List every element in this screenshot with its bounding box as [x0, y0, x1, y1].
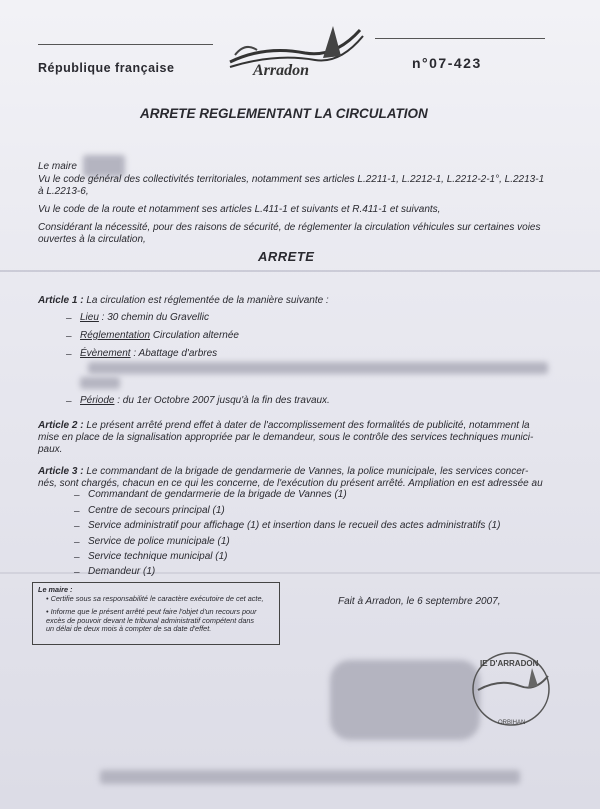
- redacted-line: [88, 362, 548, 374]
- article-2-line3: paux.: [38, 444, 63, 455]
- recipient-item: Demandeur (1): [88, 566, 156, 577]
- reglementation-label: Réglementation: [80, 330, 151, 341]
- list-dash: –: [66, 331, 72, 342]
- article-3-line2: nés, sont chargés, chacun en ce qui les concerne, de l'exécution du présent arrêté. Ampliation en est adressée au: [38, 478, 543, 489]
- notice-item-2: • Informe que le présent arrêté peut faire l'objet d'un recours pour: [46, 607, 257, 617]
- list-dash: –: [74, 567, 80, 578]
- fait-a-arradon: Fait à Arradon, le 6 septembre 2007,: [338, 596, 501, 607]
- periode-item: [80, 394, 330, 407]
- reglementation-value: Circulation alternée: [150, 330, 239, 341]
- lieu-value: : 30 chemin du Gravellic: [98, 312, 209, 323]
- article-1-text: La circulation est réglementée de la manière suivante :: [83, 295, 329, 306]
- list-dash: –: [74, 506, 80, 517]
- republique-francaise: République française: [38, 61, 175, 75]
- article-3-label: Article 3 :: [38, 466, 84, 477]
- periode-label: Période: [80, 395, 115, 406]
- recipient-item: Service de police municipale (1): [88, 536, 230, 547]
- considerant: Considérant la nécessité, pour des raisons de sécurité, de réglementer la circulation véhicules sur certaines voies: [38, 222, 541, 233]
- article-2-label: Article 2 :: [38, 420, 84, 431]
- stamp-bottom-text: ORBIHAN: [498, 720, 526, 726]
- list-dash: –: [74, 490, 80, 501]
- vu-code-route: Vu le code de la route et notamment ses articles L.411-1 et suivants et R.411-1 et suivants,: [38, 204, 441, 215]
- evenement-value: : Abattage d'arbres: [130, 348, 218, 359]
- notice-item-1-text: Certifie sous sa responsabilité le caractère exécutoire de cet acte,: [50, 593, 264, 603]
- notice-title: Le maire :: [38, 585, 73, 594]
- redacted-signature: [330, 660, 480, 740]
- vu-cgct: Vu le code général des collectivités territoriales, notamment ses articles L.2211-1, L.2212-1, L.2212-2-1°, L.2213-1: [38, 174, 545, 185]
- list-dash: –: [74, 537, 80, 548]
- recipient-item: Centre de secours principal (1): [88, 505, 225, 516]
- vu-cgct-cont: à L.2213-6,: [38, 186, 89, 197]
- article-3-line1: Le commandant de la brigade de gendarmerie de Vannes, la police municipale, les services concer-: [83, 466, 529, 477]
- evenement-label: Évènement: [80, 348, 131, 359]
- list-dash: –: [74, 552, 80, 563]
- notice-box: [32, 582, 280, 645]
- list-dash: –: [66, 313, 72, 324]
- evenement-item: [80, 347, 217, 360]
- recipient-item: Service administratif pour affichage (1) et insertion dans le recueil des actes administratifs (1): [88, 520, 501, 531]
- notice-item-1: • Certifie sous sa responsabilité le caractère exécutoire de cet acte,: [46, 593, 264, 603]
- article-1-label: Article 1 :: [38, 295, 84, 306]
- notice-item-2-text: Informe que le présent arrêté peut faire l'objet d'un recours pour: [50, 607, 257, 617]
- list-dash: –: [66, 349, 72, 360]
- arrete-heading: ARRETE: [258, 249, 315, 264]
- article-2-line1: Le présent arrêté prend effet à dater de l'accomplissement des formalités de publicité, notamment la: [83, 420, 530, 431]
- header-rule-right: [375, 38, 545, 39]
- stamp-top-text: IE D'ARRADON: [480, 659, 539, 668]
- recipient-item: Service technique municipal (1): [88, 551, 228, 562]
- redacted-footer: [100, 770, 520, 784]
- maire-label: Le maire: [38, 161, 77, 172]
- considerant-cont: ouvertes à la circulation,: [38, 234, 146, 245]
- list-dash: –: [66, 396, 72, 407]
- recipient-item: Commandant de gendarmerie de la brigade de Vannes (1): [88, 489, 347, 500]
- header-rule-left: [38, 44, 213, 45]
- lieu-label: Lieu: [80, 312, 99, 323]
- town-seal: [470, 648, 552, 730]
- logo-text: Arradon: [253, 62, 310, 79]
- periode-value: : du 1er Octobre 2007 jusqu'à la fin des travaux.: [114, 395, 330, 406]
- paper-fold: [0, 270, 600, 272]
- lieu-item: [80, 311, 209, 324]
- article-2-line2: mise en place de la signalisation appropriée par le demandeur, sous le contrôle des services techniques munici-: [38, 432, 534, 443]
- arrete-number: n°07-423: [412, 55, 482, 71]
- page-title: ARRETE REGLEMENTANT LA CIRCULATION: [140, 106, 428, 121]
- article-1: [38, 294, 329, 307]
- arradon-logo: [225, 20, 365, 80]
- notice-item-2-cont: excès de pouvoir devant le tribunal administratif compétent dans: [46, 615, 255, 625]
- list-dash: –: [74, 521, 80, 532]
- notice-item-2-cont2: un délai de deux mois à compter de sa date d'effet.: [46, 624, 212, 634]
- redacted-line: [80, 377, 120, 389]
- reglementation-item: [80, 329, 239, 342]
